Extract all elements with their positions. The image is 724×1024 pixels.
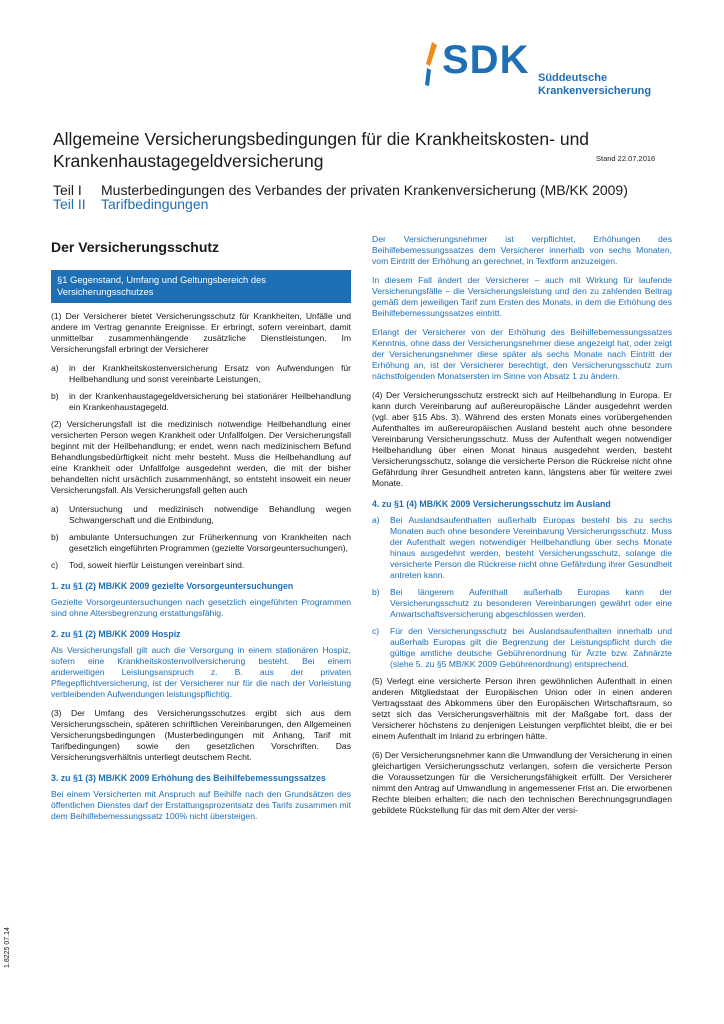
side-form-code: 1.8225 07.14 [4, 927, 11, 968]
tarif-text-1: Gezielte Vorsorgeuntersuchungen nach gesetzlich eingeführten Programmen sind ohne Altersbegrenzung erstattungsfähig. [51, 597, 351, 618]
tarif-subheading-1: 1. zu §1 (2) MB/KK 2009 gezielte Vorsorgeuntersuchungen [51, 581, 294, 591]
list-item: b) in der Krankenhaustagegeldversicherung bei stationärer Heilbehandlung ein Krankenhaustagegeld. [51, 391, 351, 412]
teil-2-line[interactable] [53, 196, 208, 213]
list-item: a) in der Krankheitskostenversicherung Ersatz von Aufwendungen für Heilbehandlung und sonst vereinbarte Leistungen, [51, 363, 351, 384]
tarif-text-3: Bei einem Versicherten mit Anspruch auf Beihilfe nach den Grundsätzen des öffentlichen Dienstes darf der Erstattungsprozentsatz des Tarifs zusammen mit dem Beihilfebemessungssatz 100% nicht übersteigen. [51, 789, 351, 821]
tarif-text-2: Als Versicherungsfall gilt auch die Versorgung in einem stationären Hospiz, sofern eine Krankheitskostenvollversicherung besteht. Bei einem anderweitigen Leistungsanspruch z. B. aus der privaten Pflegepflichtversicherung, ist der Versicherer nur für die nach der Vorleistung verbleibenden Aufwendungen leistungspflichtig. [51, 645, 351, 699]
paragraph-1-6: (6) Der Versicherungsnehmer kann die Umwandlung der Versicherung in einen gleichartigen Versicherungsschutz verlangen, sofern die versicherte Person die Voraussetzungen für die Versicherungsfähigkeit erfüllt. Der Versicherer nimmt den Antrag auf Umwandlung in angemessener Frist an. Die erworbenen Rechte bleiben erhalten; die nach den technischen Berechnungsgrundlagen gebildete Rückstellung für das mit dem Alter der versi- [372, 750, 672, 815]
teil-2-text: Tarifbedingungen [101, 196, 209, 212]
document-title [53, 128, 673, 172]
list-item: a) Bei Auslandsaufenthalten außerhalb Europas besteht bis zu sechs Monaten auch ohne besondere Vereinbarung Versicherungsschutz. Muss der Aufenthalt wegen notwendiger Heilbehandlung über sechs Monate hinaus ausgedehnt werden, besteht Versicherungsschutz, solange die versicherte Person die Rückreise nicht ohne Gefährdung ihrer Gesundheit antreten kann. [372, 515, 672, 580]
logo-brand: SDK [442, 38, 530, 82]
document-date: Stand 22.07.2016 [596, 154, 656, 163]
paragraph-1-4: (4) Der Versicherungsschutz erstreckt sich auf Heilbehandlung in Europa. Er kann durch Vereinbarung auf außereuropäische Länder ausgedehnt werden (vgl. aber §15 Abs. 3). Während des ersten Monats eines vorübergehenden Aufenthaltes im außereuropäischen Ausland besteht auch ohne besondere Vereinbarung Versicherungsschutz. Muss der Aufenthalt wegen notwendiger Heilbehandlung über einen Monat hinaus ausgedehnt werden, besteht Versicherungsschutz, solange die versicherte Person die Rückreise nicht ohne Gefährdung ihrer Gesundheit antreten kann, längstens aber für weitere zwei Monate. [372, 390, 672, 488]
tarif-text-3d: Erlangt der Versicherer von der Erhöhung des Beihilfebemessungssatzes Kenntnis, ohne dass der Versicherungsnehmer diese angezeigt hat, oder zeigt der Versicherungsnehmer diese später als sechs Monate nach Eintritt der Erhöhung an, ist der Versicherer berechtigt, den Versicherungsschutz zum nächstfolgenden Monatsersten im Sinne von Absatz 1 zu ändern. [372, 327, 672, 381]
list-item: c) Tod, soweit hierfür Leistungen vereinbart sind. [51, 560, 245, 570]
paragraph-box-1: §1 Gegenstand, Umfang und Geltungsbereich des Versicherungsschutzes [51, 270, 351, 303]
title-line-1: Allgemeine Versicherungsbedingungen für die Krankheitskosten- und [53, 129, 590, 149]
right-column [372, 234, 672, 824]
paragraph-1-1: (1) Der Versicherer bietet Versicherungsschutz für Krankheiten, Unfälle und andere im Vertrag genannte Ereignisse. Er erbringt, sofern vereinbart, damit unmittelbar zusammenhängende zusätzliche Dienstleistungen. Im Versicherungsfall erbringt der Versicherer [51, 311, 351, 354]
teil-1-text: Musterbedingungen des Verbandes der privaten Krankenversicherung (MB/KK 2009) [101, 182, 628, 198]
sdk-logo [424, 40, 674, 100]
logo-subtitle-2: Krankenversicherung [538, 85, 652, 97]
list-item: b) ambulante Untersuchungen zur Früherkennung von Krankheiten nach gesetzlich eingeführten Programmen (gezielte Vorsorgeuntersuchungen), [51, 532, 351, 553]
logo-mark-icon [424, 42, 440, 88]
tarif-text-3b: Der Versicherungsnehmer ist verpflichtet, Erhöhungen des Beihilfebemessungssatzes dem Versicherer innerhalb von sechs Monaten, vom Eintritt der Erhöhung an gerechnet, in Textform anzuzeigen. [372, 234, 672, 266]
list-item: c) Für den Versicherungsschutz bei Auslandsaufenthalten innerhalb und außerhalb Europas gilt die Begrenzung der Leistungspflicht durch die gültige amtliche deutsche Gebührenordnung für Ärzte bzw. Zahnärzte (siehe 5. zu §5 MB/KK 2009 Gebührenordnung) entsprechend. [372, 626, 672, 669]
title-line-2: Krankenhaustagegeldversicherung [53, 151, 324, 171]
paragraph-1-3: (3) Der Umfang des Versicherungsschutzes ergibt sich aus dem Versicherungsschein, späteren schriftlichen Vereinbarungen, den Allgemeinen Versicherungsbedingungen (Musterbedingungen mit Anhang, Tarif mit Tarifbedingungen) sowie den gesetzlichen Vorschriften. Das Versicherungsverhältnis unterliegt deutschem Recht. [51, 708, 351, 762]
tarif-subheading-4: 4. zu §1 (4) MB/KK 2009 Versicherungsschutz im Ausland [372, 499, 611, 509]
tarif-text-3c: In diesem Fall ändert der Versicherer – auch mit Wirkung für laufende Versicherungsfälle – die Versicherungsleistung und den zu zahlenden Beitrag gemäß dem jeweiligen Tarif zum Ersten des Monats, in dem die Erhöhung des Beihilfebemessungssatzes eintritt. [372, 275, 672, 318]
teil-2-label: Teil II [53, 196, 86, 212]
tarif-subheading-2: 2. zu §1 (2) MB/KK 2009 Hospiz [51, 629, 181, 639]
left-column [51, 234, 351, 830]
paragraph-1-2: (2) Versicherungsfall ist die medizinisch notwendige Heilbehandlung einer versicherten Person wegen Krankheit oder Unfallfolgen. Der Versicherungsfall beginnt mit der Heilbehandlung; er endet, wenn nach medizinischem Befund Behandlungsbedürftigkeit nicht mehr besteht. Muss die Heilbehandlung auf eine Krankheit oder Unfallfolge ausgedehnt werden, die mit der bisher behandelten nicht ursächlich zusammenhängt, so entsteht insoweit ein neuer Versicherungsfall. Als Versicherungsfall gelten auch [51, 419, 351, 495]
teil-1-label: Teil I [53, 182, 82, 198]
list-item: b) Bei längerem Aufenthalt außerhalb Europas kann der Versicherungsschutz zu besonderen Vereinbarungen gewährt oder eine Anwartschaftsversicherung abgeschlossen werden. [372, 587, 672, 619]
section-heading: Der Versicherungsschutz [51, 239, 220, 255]
paragraph-1-5: (5) Verlegt eine versicherte Person ihren gewöhnlichen Aufenthalt in einen anderen Mitgliedstaat der Europäischen Union oder in einen anderen Vertragsstaat des Abkommens über den Europäischen Wirtschaftsraum, so setzt sich das Versicherungsverhältnis mit der Maßgabe fort, dass der Versicherer höchstens zu denjenigen Leistungen verpflichtet bleibt, die er bei einem Aufenthalt im Inland zu erbringen hätte. [372, 676, 672, 741]
list-item: a) Untersuchung und medizinisch notwendige Behandlung wegen Schwangerschaft und die Entbindung, [51, 504, 351, 525]
tarif-subheading-3: 3. zu §1 (3) MB/KK 2009 Erhöhung des Beihilfebemessungssatzes [51, 773, 326, 783]
logo-subtitle-1: Süddeutsche [538, 72, 608, 84]
